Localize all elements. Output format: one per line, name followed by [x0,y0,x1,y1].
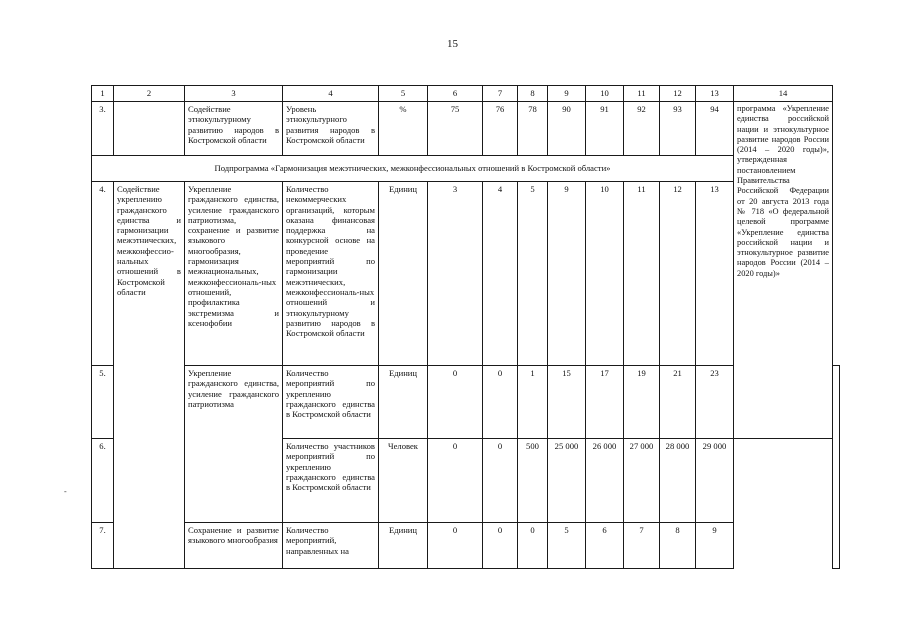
value-cell: 29 000 [696,439,734,523]
row-number: 4. [92,182,114,366]
goal-cell: Содействие укреплению гражданского единства и гармонизации межэтнических, межконфессио-нальных отношений в Костромской области [114,182,185,569]
row-number: 6. [92,439,114,523]
indicator-cell: Количество мероприятий по укреплению гражданского единства в Костромской области [283,366,379,439]
header-cell: 14 [734,86,833,102]
value-cell: 8 [660,523,696,569]
unit-cell: Человек [379,439,428,523]
unit-cell: Единиц [379,523,428,569]
page-number: 15 [447,38,458,50]
header-cell: 10 [586,86,624,102]
header-cell: 9 [548,86,586,102]
unit-cell: Единиц [379,366,428,439]
table-row [92,182,840,366]
value-cell: 10 [586,182,624,366]
header-cell: 5 [379,86,428,102]
value-cell: 9 [696,523,734,569]
header-cell: 7 [483,86,518,102]
value-cell: 7 [624,523,660,569]
value-cell: 21 [660,366,696,439]
indicators-table [91,85,840,569]
task-cell: Укрепление гражданского единства, усиление гражданского патриотизма, сохранение и развитие языкового многообразия, гармонизация межнациональных, межконфессиональ-ных отношений, профилактика экстремизма и ксенофобии [185,182,283,366]
header-cell: 1 [92,86,114,102]
value-cell: 500 [518,439,548,523]
header-cell: 13 [696,86,734,102]
value-cell: 28 000 [660,439,696,523]
column-number-row [92,86,840,102]
value-cell: 0 [428,523,483,569]
value-cell: 23 [696,366,734,439]
table-row [92,102,840,156]
table-row [92,523,840,569]
value-cell: 3 [428,182,483,366]
indicator-cell: Уровень этнокультурного развития народов в Костромской области [283,102,379,156]
legal-basis-empty [833,366,840,569]
value-cell: 4 [483,182,518,366]
header-cell: 11 [624,86,660,102]
goal-cell [114,102,185,156]
value-cell: 1 [518,366,548,439]
table-row [92,366,840,439]
value-cell: 0 [483,523,518,569]
header-cell: 2 [114,86,185,102]
unit-cell: % [379,102,428,156]
value-cell: 0 [428,439,483,523]
header-cell: 6 [428,86,483,102]
value-cell: 9 [548,182,586,366]
value-cell: 76 [483,102,518,156]
value-cell: 13 [696,182,734,366]
value-cell: 0 [483,366,518,439]
value-cell: 75 [428,102,483,156]
subprogram-row [92,156,840,182]
header-cell: 12 [660,86,696,102]
value-cell: 94 [696,102,734,156]
value-cell: 92 [624,102,660,156]
value-cell: 19 [624,366,660,439]
value-cell: 17 [586,366,624,439]
value-cell: 5 [518,182,548,366]
row-number: 7. [92,523,114,569]
value-cell: 27 000 [624,439,660,523]
value-cell: 78 [518,102,548,156]
task-cell: Сохранение и развитие языкового многообразия [185,523,283,569]
value-cell: 6 [586,523,624,569]
value-cell: 15 [548,366,586,439]
header-cell: 3 [185,86,283,102]
row-number: 3. [92,102,114,156]
header-cell: 8 [518,86,548,102]
value-cell: 93 [660,102,696,156]
value-cell: 90 [548,102,586,156]
value-cell: 0 [483,439,518,523]
value-cell: 25 000 [548,439,586,523]
indicator-cell: Количество участников мероприятий по укреплению гражданского единства в Костромской области [283,439,379,523]
unit-cell: Единиц [379,182,428,366]
indicator-cell: Количество мероприятий, направленных на [283,523,379,569]
indicator-cell: Количество некоммерческих организаций, которым оказана финансовая поддержка на конкурсной основе на проведение мероприятий по гармонизации межэтнических, межконфессиональ-ных отношений и этнокультурному развитию народов в Костромской области [283,182,379,366]
legal-basis-cell: программа «Укрепление единства российской нации и этнокультурное развитие народов России (2014 – 2020 годы)», утвержденная постановлением Правительства Российской Федерации от 20 августа 2013 года № 718 «О федеральной целевой программе «Укрепление единства российской нации и этнокультурное развитие народов России (2014 – 2020 годы)» [734,102,833,439]
row-number: 5. [92,366,114,439]
value-cell: 0 [428,366,483,439]
subprogram-title: Подпрограмма «Гармонизация межэтнических, межконфессиональных отношений в Костромской области» [92,156,734,182]
value-cell: 0 [518,523,548,569]
value-cell: 26 000 [586,439,624,523]
task-cell: Укрепление гражданского единства, усиление гражданского патриотизма [185,366,283,523]
value-cell: 5 [548,523,586,569]
header-cell: 4 [283,86,379,102]
value-cell: 11 [624,182,660,366]
margin-mark: - [64,487,67,496]
task-cell: Содействие этнокультурному развитию народов в Костромской области [185,102,283,156]
value-cell: 91 [586,102,624,156]
value-cell: 12 [660,182,696,366]
